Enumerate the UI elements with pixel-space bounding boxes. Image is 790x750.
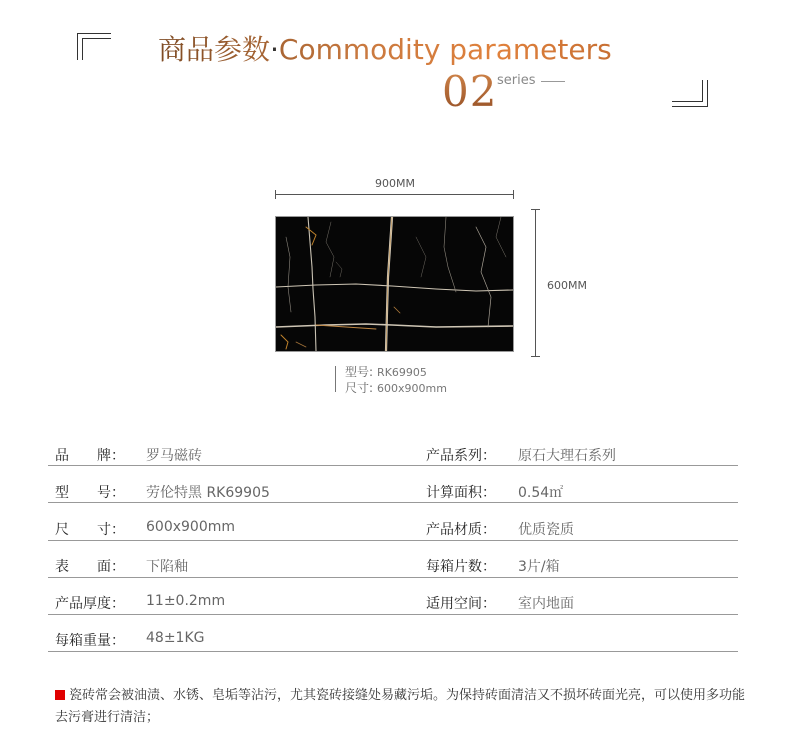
care-note	[55, 685, 745, 729]
title-dot: ·	[270, 33, 279, 66]
param-value-size: 600x900mm	[146, 519, 236, 535]
param-label-material: 产品材质：	[426, 522, 496, 538]
corner-decoration-bottom-right-inner	[672, 101, 703, 102]
spec-divider	[335, 366, 336, 392]
series-divider	[541, 81, 565, 82]
param-label-weight: 每箱重量：	[55, 633, 125, 649]
size-spec-value: 600x900mm	[377, 382, 447, 395]
size-spec-label: 尺寸:	[345, 381, 374, 395]
table-row-divider	[48, 577, 738, 578]
care-note-text: 瓷砖常会被油渍、水锈、皂垢等沾污，尤其瓷砖接缝处易藏污垢。为保持砖面清洁又不损坏砖面光亮，可以使用多功能去污膏进行清洁；	[55, 688, 746, 725]
param-value-weight: 48±1KG	[146, 630, 205, 646]
width-dimension-label: 900MM	[375, 177, 415, 190]
param-value-surface: 下陷釉	[146, 559, 188, 575]
param-label-area: 计算面积：	[426, 485, 496, 501]
height-dimension-label: 600MM	[547, 279, 587, 292]
width-dimension-line	[275, 194, 514, 195]
corner-decoration-bottom-right	[672, 106, 708, 107]
corner-decoration-top-left-vertical-inner	[82, 38, 83, 60]
corner-decoration-bottom-right-vertical	[707, 80, 708, 107]
corner-decoration-top-left-vertical	[77, 33, 78, 60]
table-row-divider	[48, 540, 738, 541]
corner-decoration-top-left	[77, 33, 111, 34]
param-value-material: 优质瓷质	[518, 522, 574, 538]
height-dimension-line	[535, 209, 536, 357]
param-value-space: 室内地面	[518, 596, 574, 612]
table-row-divider	[48, 614, 738, 615]
param-value-thickness: 11±0.2mm	[146, 593, 226, 609]
param-label-series: 产品系列：	[426, 448, 496, 464]
red-square-icon	[55, 690, 65, 700]
page-title	[158, 28, 612, 68]
param-label-size: 尺 寸：	[55, 522, 125, 538]
param-label-model: 型 号：	[55, 485, 125, 501]
table-row-divider	[48, 651, 738, 652]
param-label-brand: 品 牌：	[55, 448, 125, 464]
model-spec	[345, 363, 427, 380]
series-label: series	[497, 73, 536, 88]
param-label-space: 适用空间：	[426, 596, 496, 612]
title-en: Commodity parameters	[278, 33, 612, 66]
title-cn: 商品参数	[158, 33, 271, 66]
size-spec	[345, 379, 447, 396]
corner-decoration-bottom-right-vertical-inner	[702, 80, 703, 102]
table-row-divider	[48, 465, 738, 466]
section-number: 02	[442, 67, 498, 116]
width-dimension-tick-left	[275, 190, 276, 199]
width-dimension-tick-right	[513, 190, 514, 199]
param-value-area: 0.54㎡	[518, 485, 564, 501]
param-value-pieces-per-box: 3片/箱	[518, 559, 560, 575]
height-dimension-tick-bottom	[531, 356, 540, 357]
param-label-pieces-per-box: 每箱片数：	[426, 559, 496, 575]
table-row-divider	[48, 502, 738, 503]
height-dimension-tick-top	[531, 209, 540, 210]
param-value-brand: 罗马磁砖	[146, 448, 202, 464]
tile-image	[275, 216, 514, 352]
model-spec-value: RK69905	[377, 366, 427, 379]
model-spec-label: 型号:	[345, 365, 374, 379]
corner-decoration-top-left-inner	[82, 38, 111, 39]
param-value-series: 原石大理石系列	[518, 448, 616, 464]
marble-veins	[276, 217, 513, 351]
param-label-surface: 表 面：	[55, 559, 125, 575]
param-value-model: 劳伦特黑 RK69905	[146, 485, 270, 501]
param-label-thickness: 产品厚度：	[55, 596, 125, 612]
